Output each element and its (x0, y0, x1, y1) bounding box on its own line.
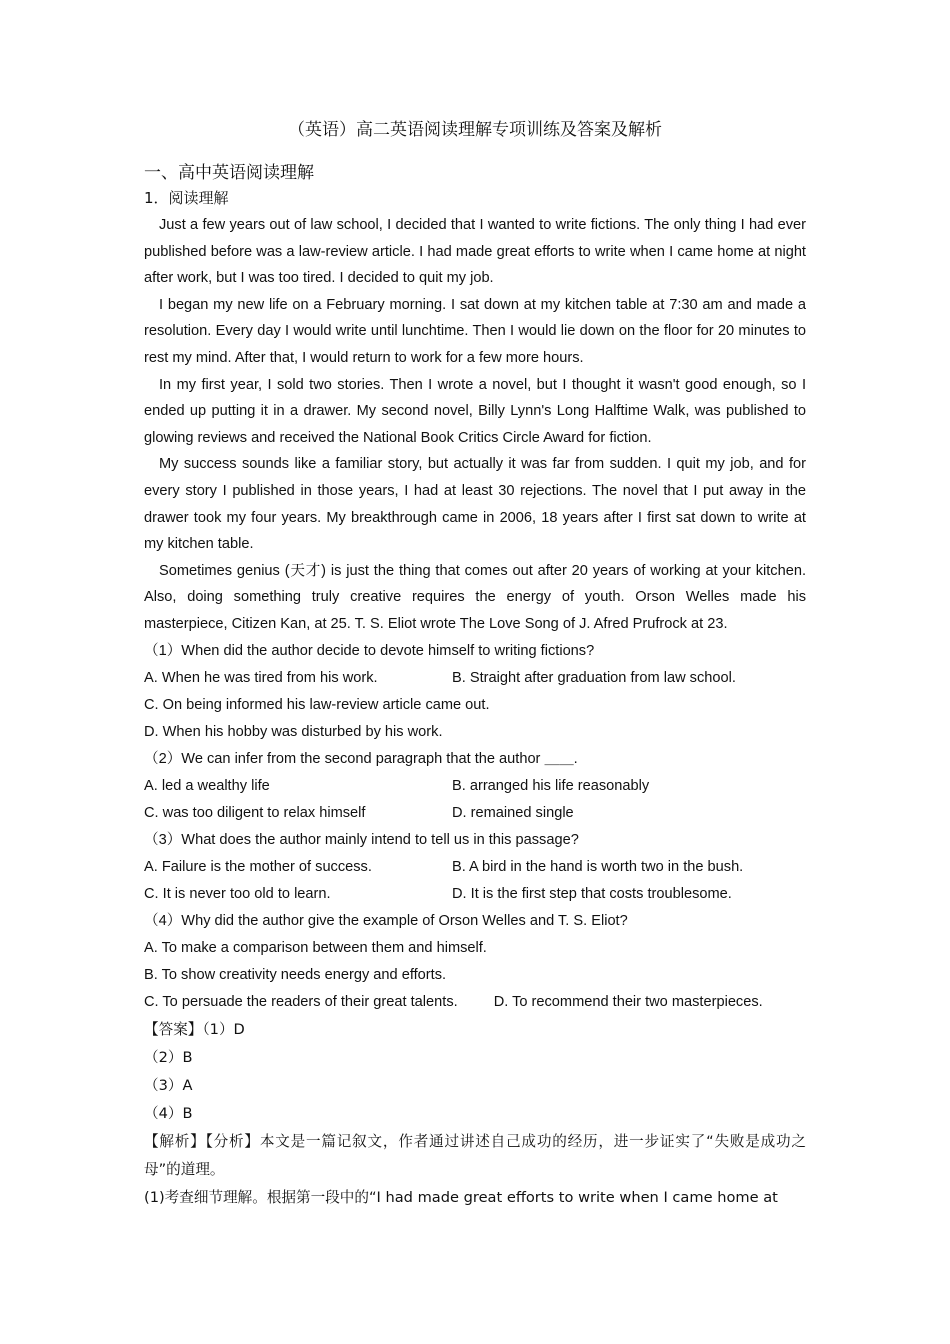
passage-paragraph-1: Just a few years out of law school, I decided that I wanted to write fictions. The only thing I had ever published before was a law-review article. I had made great efforts to write when I came home at night after work, but I was too tired. I decided to quit my job. (144, 217, 806, 287)
option-a: A. When he was tired from his work. (144, 669, 378, 686)
option-c: C. was too diligent to relax himself (144, 804, 366, 821)
passage-paragraph-2: I began my new life on a February morning. I sat down at my kitchen table at 7:30 am and made a resolution. Every day I would write until lunchtime. Then I would lie down on the floor for 20 minutes to rest my mind. After that, I would return to work for a few more hours. (144, 296, 806, 366)
analysis-paragraph-1: 【解析】【分析】本文是一篇记叙文，作者通过讲述自己成功的经历，进一步证实了“失败是成功之母”的道理。 (144, 1132, 806, 1178)
document-body (144, 160, 806, 1212)
answer-line-2: （2）B (144, 1048, 193, 1066)
option-row (144, 692, 806, 746)
passage-paragraph-5: Sometimes genius (天才) is just the thing that comes out after 20 years of working at your kitchen. Also, doing something truly creative requires the energy of youth. Orson Welles made his masterpiece, Citizen Kan, at 25. T. S. Eliot wrote The Love Song of J. Afred Prufrock at 23. (144, 562, 806, 632)
option-b: B. To show creativity needs energy and efforts. (144, 966, 447, 983)
option-row (144, 881, 806, 908)
option-a: A. led a wealthy life (144, 777, 270, 794)
option-b: B. A bird in the hand is worth two in the bush. (452, 858, 744, 875)
option-row (144, 854, 806, 881)
option-row (144, 989, 806, 1016)
question-3 (144, 827, 806, 908)
option-d: D. When his hobby was disturbed by his work. (144, 723, 443, 740)
analysis-block (144, 1128, 806, 1212)
passage-paragraph-4: My success sounds like a familiar story, but actually it was far from sudden. I quit my job, and for every story I published in those years, I had at least 30 rejections. The novel that I put away in the drawer took my four years. My breakthrough came in 2006, 18 years after I first sat down to write at my kitchen table. (144, 456, 806, 553)
option-row (144, 665, 806, 692)
answer-line-1: 【答案】（1）D (144, 1020, 245, 1038)
section-heading: 一、高中英语阅读理解 (144, 163, 314, 183)
question-number: 1．阅读理解 (144, 189, 229, 207)
answer-line-3: （3）A (144, 1076, 193, 1094)
option-row (144, 773, 806, 800)
option-c: C. It is never too old to learn. (144, 885, 331, 902)
question-1 (144, 638, 806, 746)
option-a: A. Failure is the mother of success. (144, 858, 372, 875)
option-row (144, 935, 806, 989)
question-4 (144, 908, 806, 1016)
option-c: C. To persuade the readers of their great talents. (144, 993, 458, 1010)
question-stem: （4）Why did the author give the example of Orson Welles and T. S. Eliot? (144, 912, 628, 929)
option-d: D. remained single (452, 804, 574, 821)
option-a: A. To make a comparison between them and himself. (144, 939, 487, 956)
question-stem: （3）What does the author mainly intend to tell us in this passage? (144, 831, 579, 848)
question-2 (144, 746, 806, 827)
answer-line-4: （4）B (144, 1104, 193, 1122)
option-d: D. It is the first step that costs troublesome. (452, 885, 732, 902)
answer-block (144, 1016, 806, 1128)
document-title: （英语）高二英语阅读理解专项训练及答案及解析 (288, 120, 662, 140)
option-row (144, 800, 806, 827)
option-c: C. On being informed his law-review article came out. (144, 696, 490, 713)
question-stem: （1）When did the author decide to devote himself to writing fictions? (144, 642, 595, 659)
option-d: D. To recommend their two masterpieces. (493, 993, 763, 1010)
question-stem: （2）We can infer from the second paragraph that the author ＿＿. (144, 750, 578, 767)
passage-paragraph-3: In my first year, I sold two stories. Then I wrote a novel, but I thought it wasn't good enough, so I ended up putting it in a drawer. My second novel, Billy Lynn's Long Halftime Walk, was published to glowing reviews and received the National Book Critics Circle Award for fiction. (144, 376, 806, 446)
option-b: B. arranged his life reasonably (452, 777, 650, 794)
analysis-paragraph-2: (1)考查细节理解。根据第一段中的“I had made great efforts to write when I came home at (144, 1188, 778, 1206)
reading-passage (144, 212, 806, 638)
option-b: B. Straight after graduation from law school. (452, 669, 736, 686)
